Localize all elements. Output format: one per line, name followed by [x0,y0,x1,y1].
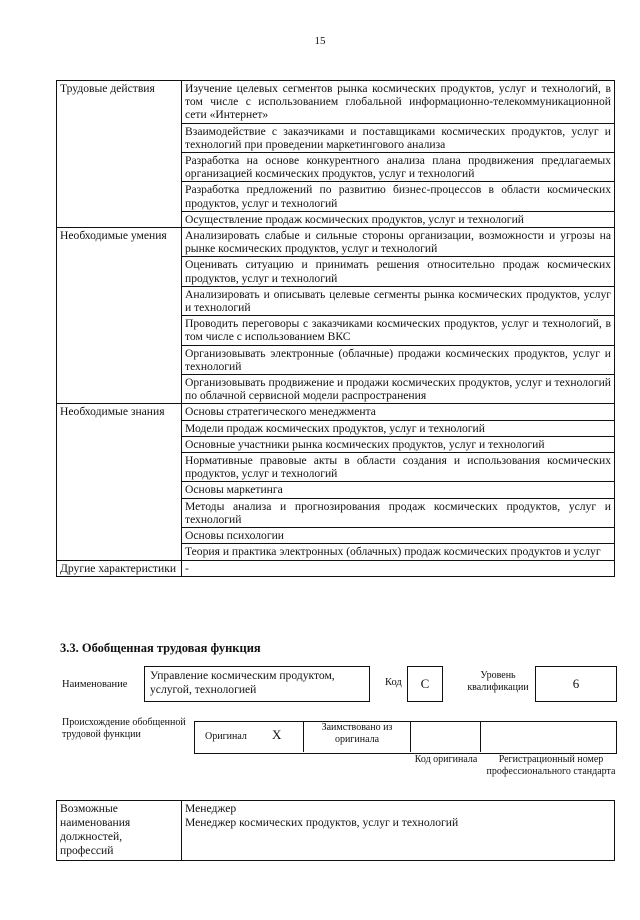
section-item: Основы стратегического менеджмента [182,404,615,420]
reg-number-label: Регистрационный номер профессионального стандарта [486,754,616,777]
section-label: Необходимые умения [57,228,182,404]
page-number: 15 [314,35,326,47]
original-label: Оригинал [205,731,247,742]
naming-label: Наименование [62,679,128,690]
origin-divider [303,721,304,752]
profession-item: Менеджер космических продуктов, услуг и технологий [185,816,459,829]
naming-value: Управление космическим продуктом, услугой, технологией [150,669,335,696]
origin-divider [410,721,411,752]
professions-label: Возможные наименования должностей, профессий [57,801,182,861]
table-row [57,228,615,257]
code-label: Код [385,677,402,688]
section-item: Организовывать продвижение и продажи космических продуктов, услуг и технологий по облачной сервисной модели распространения [182,375,615,404]
section-item: Анализировать слабые и сильные стороны организации, возможности и угрозы на рынке космических продуктов, услуг и технологий [182,228,615,257]
table-row [57,404,615,420]
labor-function-table [56,80,615,577]
section-title: 3.3. Обобщенная трудовая функция [60,641,261,655]
section-item: Изучение целевых сегментов рынка космических продуктов, услуг и технологий, в том числе с использованием глобальной информационно-телекоммуникационной сети «Интернет» [182,81,615,124]
professions-table [56,800,615,861]
origin-divider [480,721,481,752]
origin-label: Происхождение обобщенной трудовой функции [62,717,186,740]
section-item: Анализировать и описывать целевые сегменты рынка космических продуктов, услуг и технологий [182,286,615,315]
profession-item: Менеджер [185,802,237,815]
section-item: Осуществление продаж космических продуктов, услуг и технологий [182,211,615,227]
level-label: Уровень квалификации [467,670,529,693]
section-item: - [182,560,615,576]
section-item: Оценивать ситуацию и принимать решения относительно продаж космических продуктов, услуг и технологий [182,257,615,286]
original-mark: X [272,727,282,742]
section-item: Разработка предложений по развитию бизнес-процессов в области космических продуктов, услуг и технологий [182,182,615,211]
section-item: Нормативные правовые акты в области создания и использования космических продуктов, услуг и технологий [182,453,615,482]
section-item: Проводить переговоры с заказчиками космических продуктов, услуг и технологий, в том числе с использованием ВКС [182,316,615,345]
section-item: Теория и практика электронных (облачных) продаж космических продуктов и услуг [182,544,615,560]
section-label: Необходимые знания [57,404,182,560]
section-item: Основные участники рынка космических продуктов, услуг и технологий [182,436,615,452]
naming-value-box [144,666,370,702]
professions-list [182,801,615,861]
section-item: Методы анализа и прогнозирования продаж космических продуктов, услуг и технологий [182,498,615,527]
section-item: Взаимодействие с заказчиками и поставщиками космических продуктов, услуг и технологий при проведении маркетингового анализа [182,123,615,152]
table-row [57,81,615,124]
level-value: 6 [535,666,617,702]
section-label: Другие характеристики [57,560,182,576]
table-row [57,560,615,576]
section-item: Модели продаж космических продуктов, услуг и технологий [182,420,615,436]
section-item: Основы маркетинга [182,482,615,498]
section-item: Организовывать электронные (облачные) продажи космических продуктов, услуг и технологий [182,345,615,374]
section-item: Разработка на основе конкурентного анализа плана продвижения предлагаемых организацией космических продуктов, услуг и технологий [182,153,615,182]
section-item: Основы психологии [182,528,615,544]
code-original-label: Код оригинала [414,754,478,765]
section-label: Трудовые действия [57,81,182,228]
borrowed-label: Заимствовано из оригинала [321,722,393,745]
code-value: C [407,666,443,702]
